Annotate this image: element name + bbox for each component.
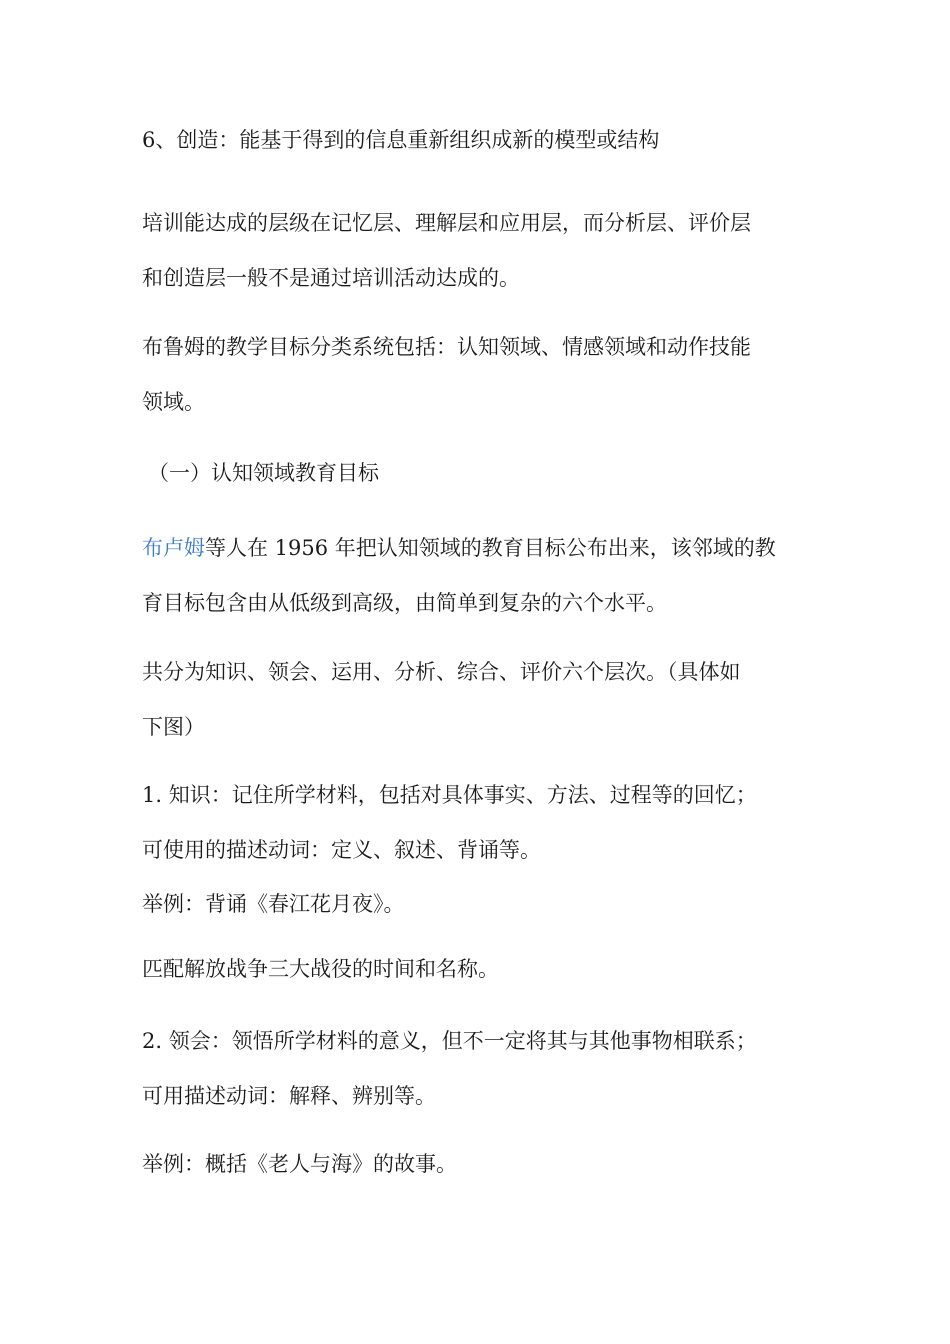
bloom-link[interactable]: 布卢姆 <box>142 536 205 560</box>
text-line: 共分为知识、领会、运用、分析、综合、评价六个层次。（具体如 <box>142 660 741 684</box>
text-line: 可使用的描述动词：定义、叙述、背诵等。 <box>142 838 541 862</box>
text-segment: 等人在 1956 年把认知领域的教育目标公布出来，该邻域的教 <box>205 536 776 560</box>
text-line: 可用描述动词：解释、辨别等。 <box>142 1084 436 1108</box>
paragraph-example-recite <box>142 877 810 932</box>
text-line: 布鲁姆的教学目标分类系统包括：认知领域、情感领域和动作技能 <box>142 335 751 359</box>
paragraph-bloom-1956 <box>142 521 810 631</box>
text-line: 匹配解放战争三大战役的时间和名称。 <box>142 957 499 981</box>
paragraph-comprehension <box>142 1014 810 1124</box>
paragraph-example-summarize <box>142 1137 810 1192</box>
paragraph-example-match <box>142 942 810 997</box>
text-line: 和创造层一般不是通过培训活动达成的。 <box>142 266 520 290</box>
text-line: 举例：背诵《春江花月夜》。 <box>142 892 405 916</box>
paragraph-bloom-taxonomy <box>142 320 810 430</box>
paragraph-six-levels <box>142 645 810 755</box>
text-line: 领域。 <box>142 390 205 414</box>
text-line: 举例：概括《老人与海》的故事。 <box>142 1152 457 1176</box>
section-heading-cognitive <box>148 446 816 501</box>
paragraph-training-levels <box>142 196 810 306</box>
section-heading-text: （一）认知领域教育目标 <box>148 461 379 485</box>
text-line: 培训能达成的层级在记忆层、理解层和应用层，而分析层、评价层 <box>142 211 751 235</box>
paragraph-knowledge <box>142 768 810 878</box>
text-line: 1. 知识：记住所学材料，包括对具体事实、方法、过程等的回忆； <box>142 783 757 807</box>
paragraph-creation-level <box>142 113 810 168</box>
text-line <box>142 521 810 576</box>
text-line: 育目标包含由从低级到高级，由简单到复杂的六个水平。 <box>142 591 667 615</box>
text-line: 下图） <box>142 715 205 739</box>
text-line: 6、创造：能基于得到的信息重新组织成新的模型或结构 <box>142 128 660 152</box>
text-line: 2. 领会：领悟所学材料的意义，但不一定将其与其他事物相联系； <box>142 1029 757 1053</box>
